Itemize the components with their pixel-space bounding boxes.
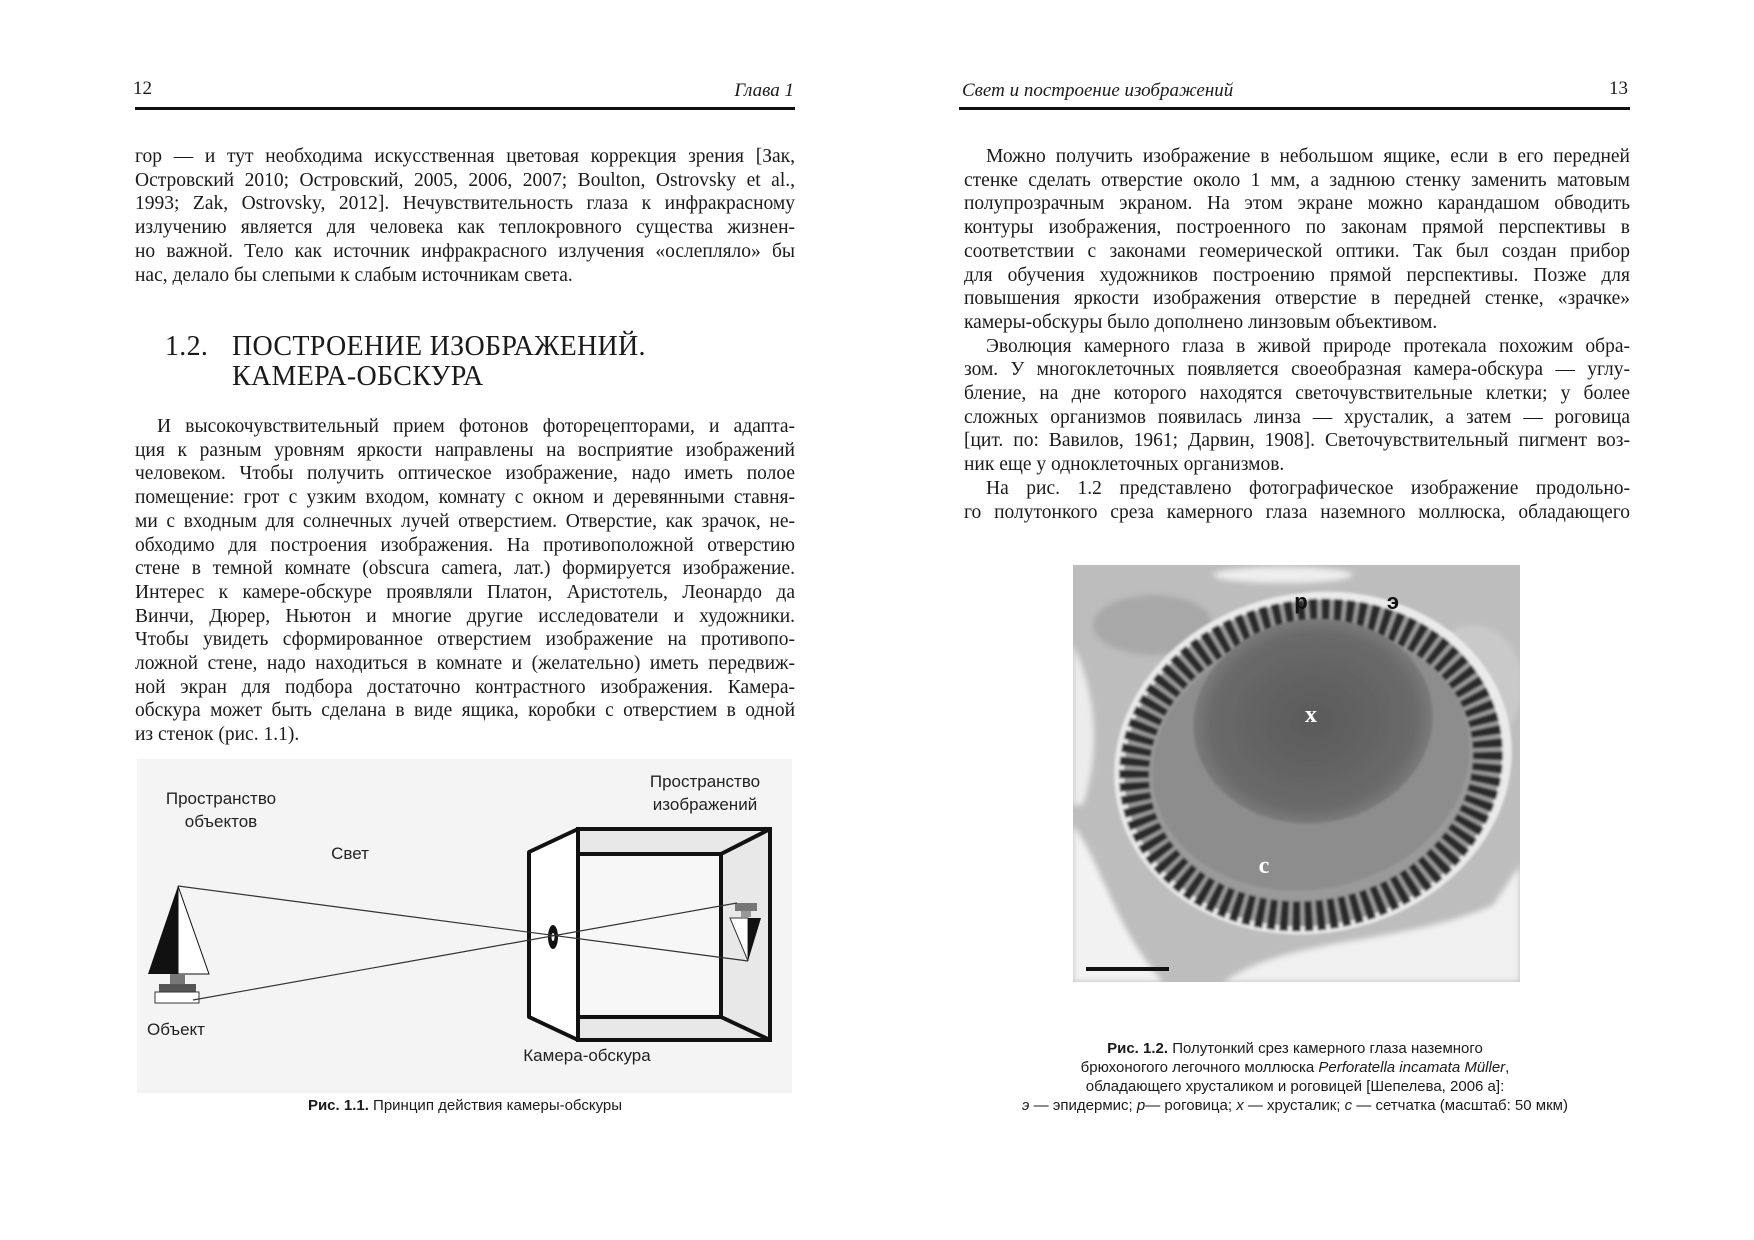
text-line: но важной. Тело как источник инфракрасного излучения «ослепляло» бы — [135, 240, 795, 262]
text-line: зом. У многоклеточных появляется своеобразная камера-обскура — углу- — [964, 359, 1630, 381]
camera-obscura-diagram — [137, 759, 792, 1093]
text-line: полупрозрачным экраном. На этом экране можно карандашом обводить — [964, 193, 1630, 215]
text-line: сложных организмов появилась линза — хрусталик, а затем — роговица — [964, 406, 1630, 428]
paragraph — [964, 477, 1630, 524]
text-line: ция к разным уровням яркости направлены на восприятие изображений — [135, 439, 795, 461]
label-camera: Камера-обскура — [523, 1046, 651, 1065]
camera-box — [529, 829, 770, 1040]
label-lens: х — [1305, 702, 1317, 728]
label-epidermis: э — [1386, 589, 1400, 614]
text-line: повышения яркости изображения отверстие в передней стенке, «зрачке» — [964, 288, 1630, 310]
running-head-right: Свет и построение изображений — [962, 80, 1234, 101]
text-line: На рис. 1.2 представлено фотографическое изображение продольно- — [986, 477, 1630, 499]
header-rule-left — [135, 107, 795, 110]
legend-text: — роговица; — [1145, 1097, 1237, 1114]
text-line: контуры изображения, построенного по законам прямой перспективы в — [964, 217, 1630, 239]
text-line: из стенок (рис. 1.1). — [135, 724, 300, 746]
scale-bar — [1086, 967, 1169, 971]
paragraph — [964, 335, 1630, 477]
text-line: ник еще у одноклеточных организмов. — [964, 454, 1285, 476]
text-line: 1993; Zak, Ostrovsky, 2012]. Нечувствительность глаза к инфракрасному — [135, 193, 795, 215]
text-line: нас, делало бы слепыми к слабым источникам света. — [135, 264, 573, 286]
text-line: Винчи, Дюрер, Ньютон и многие другие исследователи и художники. — [135, 605, 795, 627]
legend-key: э — [1022, 1097, 1030, 1114]
section-number: 1.2. — [165, 331, 209, 362]
text-line: Островский 2010; Островский, 2005, 2006, 2007; Boulton, Ostrovsky et al., — [135, 169, 795, 191]
text-line: обходимо для построения изображения. На противоположной отверстию — [135, 534, 795, 556]
label-light: Свет — [331, 844, 369, 863]
paragraph — [135, 415, 795, 747]
text-line: Интерес к камере-обскуре проявляли Платон, Аристотель, Леонардо да — [135, 581, 795, 603]
figure1-caption-number: Рис. 1.1. — [307, 1097, 369, 1114]
header-rule-right — [959, 107, 1630, 110]
text-line: помещение: грот с узким входом, комнату с окном и деревянными ставня- — [135, 487, 795, 509]
section-title-line2: КАМЕРА-ОБСКУРА — [232, 361, 484, 392]
figure1-caption-text: Принцип действия камеры-обскуры — [368, 1097, 623, 1114]
caption-line: обладающего хрусталиком и роговицей [Шепелева, 2006 а]: — [1085, 1078, 1505, 1095]
legend-text: — хрусталик; — [1243, 1097, 1345, 1114]
label-objects-space-1: Пространство — [165, 789, 277, 808]
caption-line: брюхоногого легочного моллюска — [1080, 1059, 1319, 1076]
text-line: для обучения художников построению прямой перспективы. Позже для — [964, 264, 1630, 286]
figure1-caption — [135, 1097, 795, 1114]
text-line: Можно получить изображение в небольшом ящике, если в его передней — [986, 146, 1630, 167]
text-line: соответствии с законами геомерической оптики. Так был создан прибор — [964, 240, 1630, 262]
figure2-caption-number: Рис. 1.2. — [1107, 1040, 1169, 1057]
paragraph — [135, 145, 795, 287]
text-line: го полутонкого среза камерного глаза наземного моллюска, обладающего — [964, 501, 1630, 523]
paragraph — [964, 145, 1630, 335]
label-retina: с — [1258, 853, 1270, 879]
text-line: Эволюция камерного глаза в живой природе протекала похожим обра- — [986, 335, 1630, 357]
label-image-space-2: изображений — [652, 795, 758, 814]
text-line: стенке сделать отверстие около 1 мм, а заднюю стенку заменить матовым — [964, 169, 1630, 191]
legend-text: — эпидермис; — [1029, 1097, 1137, 1114]
text-line: стене в темной комнате (obscura camera, лат.) формируется изображение. — [135, 558, 795, 580]
label-objects-space-2: объектов — [184, 812, 258, 831]
text-line: Чтобы увидеть сформированное отверстием изображение на противопо- — [135, 629, 795, 651]
text-line: И высокочувствительный прием фотонов фоторецепторами, и адапта- — [157, 416, 795, 437]
text-line: камеры-обскуры было дополнено линзовым объективом. — [964, 311, 1438, 333]
legend-key: с — [1344, 1097, 1353, 1114]
figure2-caption — [960, 1039, 1630, 1115]
caption-line: Полутонкий срез камерного глаза наземного — [1168, 1040, 1483, 1057]
page-number-left: 12 — [133, 78, 152, 99]
text-line: ной экран для подбора достаточно контрастного изображения. Камера- — [135, 676, 795, 698]
label-cornea: р — [1294, 589, 1308, 614]
caption-legend — [960, 1096, 1630, 1115]
text-line: гор — и тут необходима искусственная цветовая коррекция зрения [Зак, — [135, 146, 795, 167]
text-line: бление, на дне которого находятся светочувствительные клетки; у более — [964, 383, 1630, 404]
caption-punct: , — [1505, 1059, 1510, 1076]
pinhole-center — [552, 933, 555, 941]
legend-key: х — [1236, 1097, 1244, 1114]
text-line: обскура может быть сделана в виде ящика, коробки с отверстием в одной — [135, 700, 795, 722]
page-number-right: 13 — [1609, 78, 1628, 99]
text-line: человеком. Чтобы получить оптическое изображение, надо иметь полое — [135, 463, 795, 485]
text-line: ложной стене, надо находиться в комнате и (желательно) иметь передвиж- — [135, 653, 795, 675]
text-line: ми с входным для солнечных лучей отверстием. Отверстие, как зрачок, не- — [135, 510, 795, 532]
label-image-space-1: Пространство — [649, 772, 761, 791]
legend-key: р — [1136, 1097, 1146, 1114]
section-title-line1: ПОСТРОЕНИЕ ИЗОБРАЖЕНИЙ. — [232, 331, 646, 362]
legend-text: — сетчатка (масштаб: 50 мкм) — [1352, 1097, 1568, 1114]
text-line: [цит. по: Вавилов, 1961; Дарвин, 1908]. Светочувствительный пигмент воз- — [964, 430, 1630, 452]
running-head-left: Глава 1 — [734, 80, 794, 101]
label-object: Объект — [147, 1020, 205, 1039]
eye-section-photo — [1073, 565, 1520, 982]
species-name: Perforatella incamata Müller — [1318, 1059, 1506, 1076]
text-line: излучению является для человека как теплокровного существа жизнен- — [135, 217, 795, 239]
